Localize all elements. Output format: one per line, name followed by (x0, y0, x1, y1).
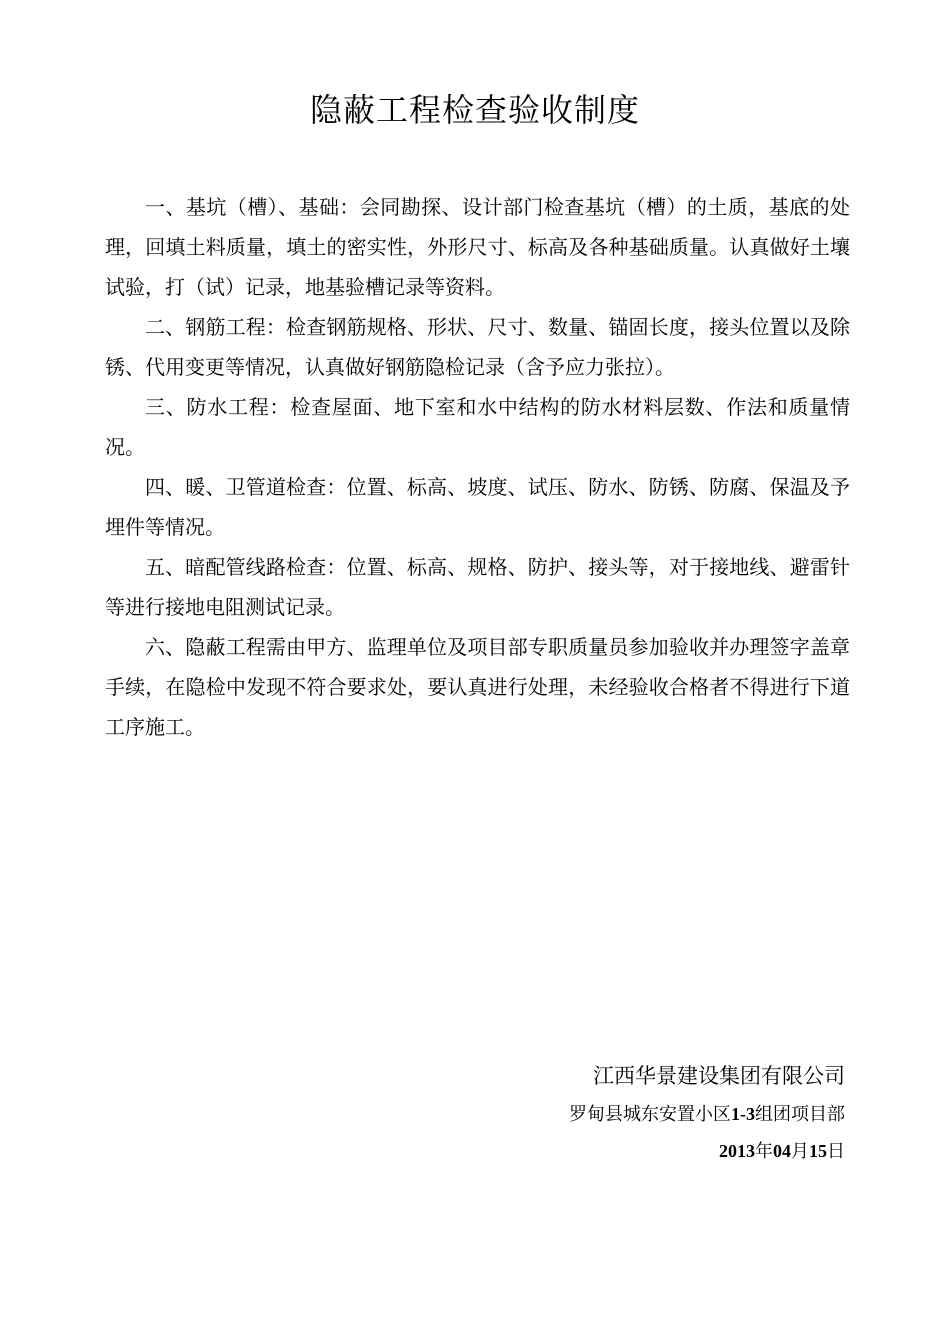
project-number: 1-3 (731, 1104, 755, 1124)
date-day-unit: 日 (827, 1141, 845, 1162)
date-day: 15 (809, 1141, 827, 1161)
project-suffix: 组团项目部 (755, 1104, 845, 1125)
project-department (345, 1097, 845, 1132)
company-name: 江西华景建设集团有限公司 (593, 1064, 845, 1088)
paragraph-4: 四、暖、卫管道检查：位置、标高、坡度、试压、防水、防锈、防腐、保温及予埋件等情况。 (105, 475, 850, 539)
paragraph-2: 二、钢筋工程：检查钢筋规格、形状、尺寸、数量、锚固长度，接头位置以及除锈、代用变更等情况，认真做好钢筋隐检记录（含予应力张拉）。 (105, 315, 850, 379)
document-date (345, 1134, 845, 1169)
date-month-unit: 月 (791, 1141, 809, 1162)
document-body (105, 187, 850, 747)
paragraph-5: 五、暗配管线路检查：位置、标高、规格、防护、接头等，对于接地线、避雷针等进行接地电阻测试记录。 (105, 555, 850, 619)
paragraph-3: 三、防水工程：检查屋面、地下室和水中结构的防水材料层数、作法和质量情况。 (105, 395, 850, 459)
date-year-unit: 年 (755, 1141, 773, 1162)
signature-block (345, 1058, 845, 1169)
paragraph-6: 六、隐蔽工程需由甲方、监理单位及项目部专职质量员参加验收并办理签字盖章手续，在隐检中发现不符合要求处，要认真进行处理，未经验收合格者不得进行下道工序施工。 (105, 635, 850, 739)
date-year: 2013 (719, 1141, 755, 1161)
document-title: 隐蔽工程检查验收制度 (309, 91, 640, 129)
project-prefix: 罗甸县城东安置小区 (569, 1104, 731, 1125)
paragraph-1: 一、基坑（槽）、基础：会同勘探、设计部门检查基坑（槽）的土质，基底的处理，回填土料质量，填土的密实性，外形尺寸、标高及各种基础质量。认真做好土壤试验，打（试）记录，地基验槽记录等资料。 (105, 195, 850, 299)
date-month: 04 (773, 1141, 791, 1161)
